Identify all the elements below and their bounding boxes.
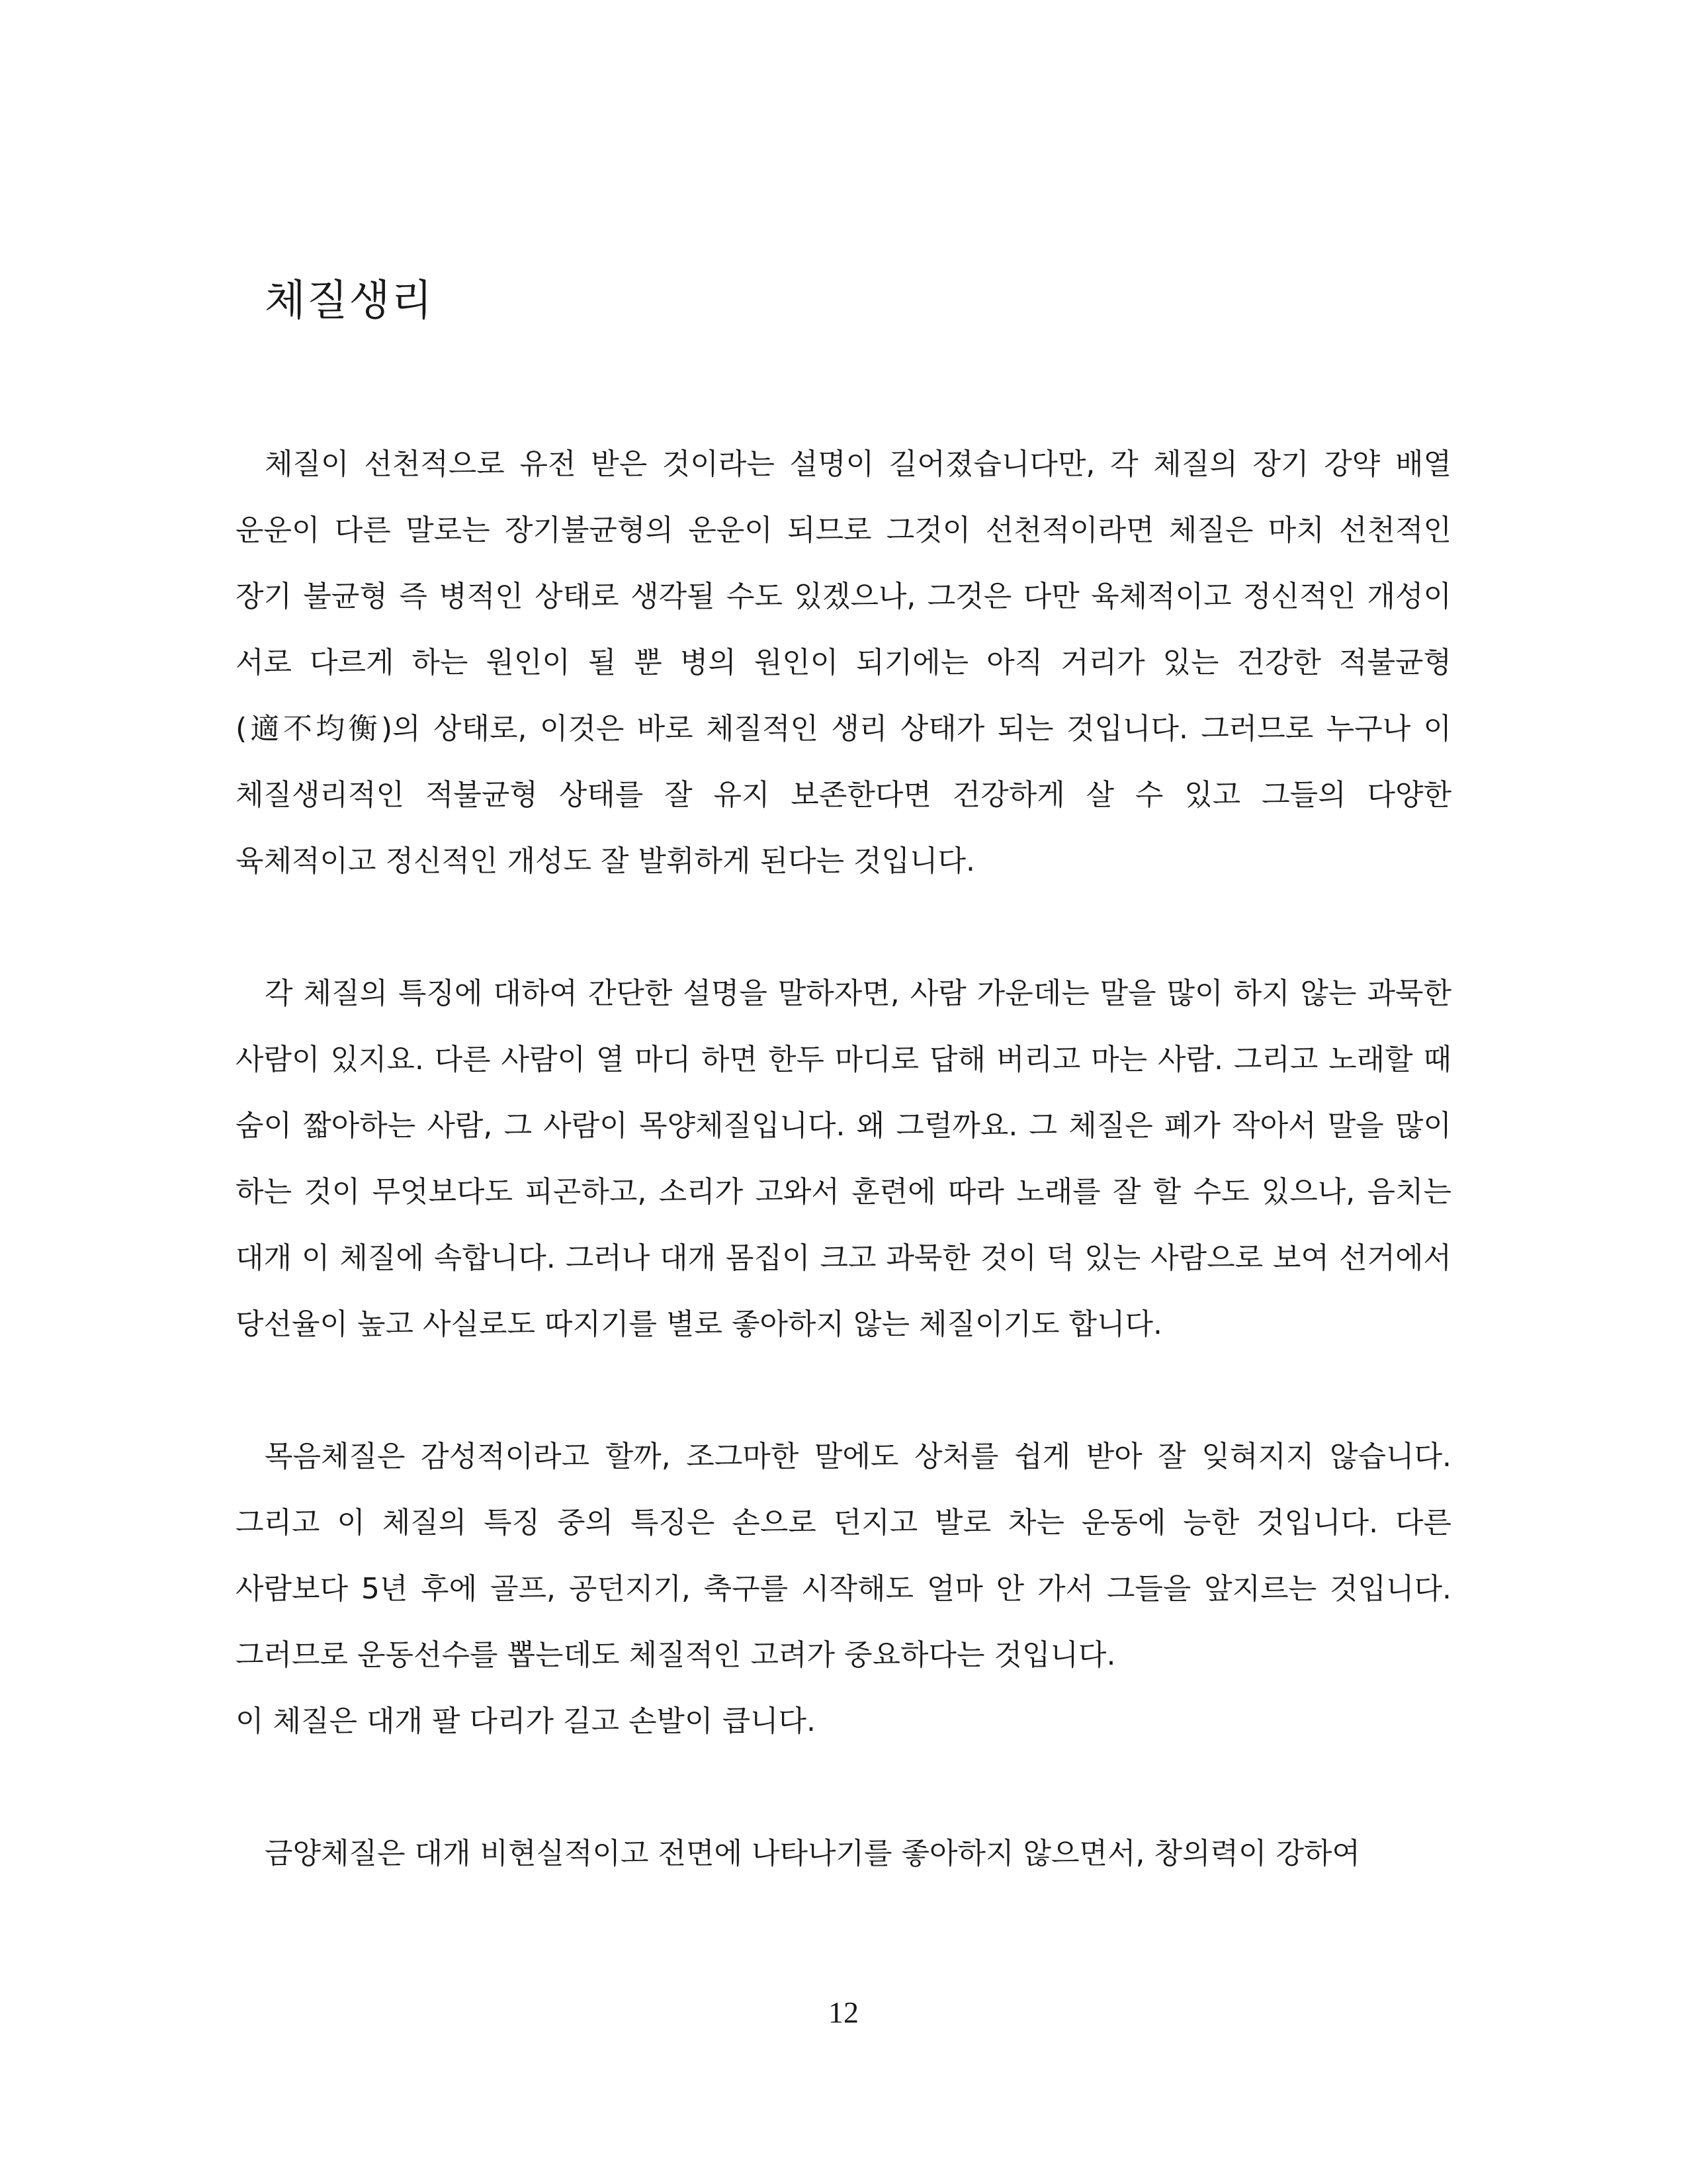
section-title: 체질생리 [265, 277, 434, 326]
paragraph-1 [236, 431, 1451, 895]
page-number: 12 [828, 1995, 859, 2029]
paragraph-3: 목음체질은 감성적이라고 할까, 조그마한 말에도 상처를 쉽게 받아 잘 잊혀지지 않습니다. 그리고 이 체질의 특징 중의 특징은 손으로 던지고 발로 차는 운동에 능한 것입니다. 다른 사람보다 5년 후에 골프, 공던지기, 축구를 시작해도 얼마 안 가서 그들을 앞지르는 것입니다. 그러므로 운동선수를 뽑는데도 체질적인 고려가 중요하다는 것입니다. [236, 1440, 1451, 1672]
paragraph-4: 이 체질은 대개 팔 다리가 길고 손발이 큽니다. [236, 1704, 816, 1738]
paragraph-1-text-before: 체질이 선천적으로 유전 받은 것이라는 설명이 길어졌습니다만, 각 체질의 장기 강약 배열 운운이 다른 말로는 장기불균형의 운운이 되므로 그것이 선천적이라면 체질은 마치 선천적인 장기 불균형 즉 병적인 상태로 생각될 수도 있겠으나, 그것은 다만 육체적이고 정신적인 개성이 서로 다르게 하는 원인이 될 뿐 병의 원인이 되기에는 아직 거리가 있는 건강한 적불균형( [236, 447, 1451, 746]
paragraph-5: 금양체질은 대개 비현실적이고 전면에 나타나기를 좋아하지 않으면서, 창의력이 강하여 [265, 1837, 1361, 1870]
hanja-term: 適不均衡 [247, 712, 381, 746]
paragraph-2: 각 체질의 특징에 대하여 간단한 설명을 말하자면, 사람 가운데는 말을 많이 하지 않는 과묵한 사람이 있지요. 다른 사람이 열 마디 하면 한두 마디로 답해 버리고 마는 사람. 그리고 노래할 때 숨이 짧아하는 사람, 그 사람이 목양체질입니다. 왜 그럴까요. 그 체질은 폐가 작아서 말을 많이 하는 것이 무엇보다도 피곤하고, 소리가 고와서 훈련에 따라 노래를 잘 할 수도 있으나, 음치는 대개 이 체질에 속합니다. 그러나 대개 몸집이 크고 과묵한 것이 덕 있는 사람으로 보여 선거에서 당선율이 높고 사실로도 따지기를 별로 좋아하지 않는 체질이기도 합니다. [236, 977, 1451, 1341]
paragraph-1-text-after: )의 상태로, 이것은 바로 체질적인 생리 상태가 되는 것입니다. 그러므로 누구나 이 체질생리적인 적불균형 상태를 잘 유지 보존한다면 건강하게 살 수 있고 그들의 다양한 육체적이고 정신적인 개성도 잘 발휘하게 된다는 것입니다. [236, 712, 1452, 878]
body-text [236, 431, 1451, 1887]
